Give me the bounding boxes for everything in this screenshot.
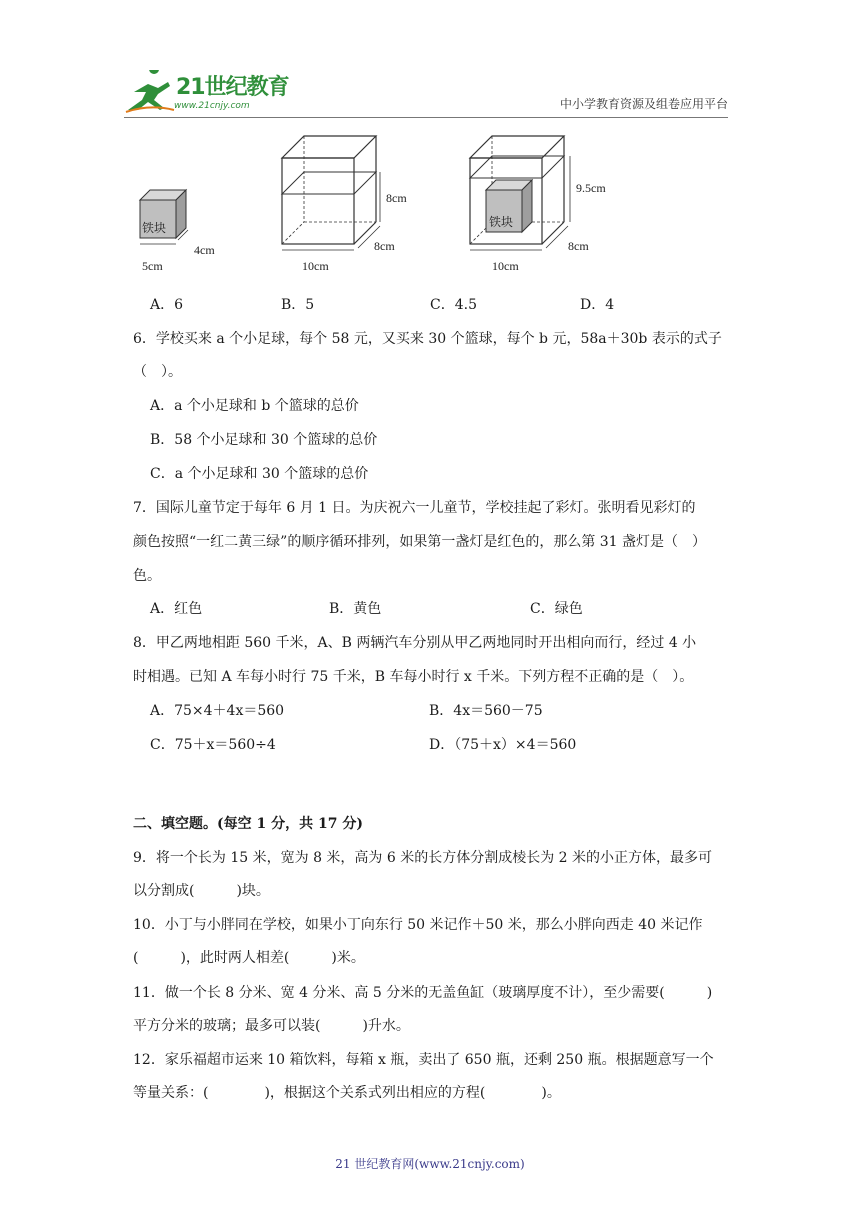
q6-option-a: A．a 个小足球和 b 个篮球的总价	[150, 398, 359, 414]
label-5cm: 5cm	[142, 259, 163, 273]
q8-line-2: 时相遇。已知 A 车每小时行 75 千米，B 车每小时行 x 千米。下列方程不正确的是（ ）。	[133, 669, 694, 685]
runner-logo-icon	[124, 70, 176, 114]
q7-line-3: 色。	[133, 568, 161, 584]
q8-option-c: C．75＋x＝560÷4	[150, 737, 276, 753]
q5-option-c: C．4.5	[430, 297, 477, 313]
q6-line-2: （ ）。	[133, 364, 182, 380]
label-8cm-h: 8cm	[386, 191, 407, 205]
q6-option-b: B．58 个小足球和 30 个篮球的总价	[150, 432, 378, 448]
logo	[124, 70, 294, 114]
section-2-title: 二、填空题。(每空 1 分，共 17 分)	[133, 816, 363, 832]
q7-option-b: B．黄色	[329, 601, 382, 617]
logo-url: www.21cnjy.com	[174, 101, 250, 111]
q8-option-a: A．75×4＋4x＝560	[150, 703, 285, 719]
label-10cm-b: 10cm	[492, 259, 519, 273]
header-divider	[124, 117, 728, 118]
label-10cm-a: 10cm	[302, 259, 329, 273]
q11-line-1: 11．做一个长 8 分米、宽 4 分米、高 5 分米的无盖鱼缸（玻璃厚度不计），至少需要( )	[133, 985, 713, 1001]
q6-line-1: 6．学校买来 a 个小足球，每个 58 元，又买来 30 个篮球，每个 b 元，58a＋30b 表示的式子	[133, 331, 722, 347]
q7-line-2: 颜色按照“一红二黄三绿”的顺序循环排列，如果第一盏灯是红色的，那么第 31 盏灯是（ ）	[133, 534, 707, 550]
label-4cm: 4cm	[194, 243, 215, 257]
logo-text: 21世纪教育	[176, 75, 289, 100]
q5-option-a: A．6	[150, 297, 184, 313]
block-label-b: 铁块	[489, 215, 514, 229]
q8-option-d: D．（75＋x）×4＝560	[429, 737, 577, 753]
block-label: 铁块	[142, 221, 167, 235]
q10-line-2: ( )，此时两人相差( )米。	[133, 950, 365, 966]
label-8cm-d-b: 8cm	[568, 239, 589, 253]
q10-line-1: 10．小丁与小胖同在学校，如果小丁向东行 50 米记作＋50 米，那么小胖向西走 40 米记作	[133, 917, 703, 933]
q12-line-2: 等量关系：( )，根据这个关系式列出相应的方程( )。	[133, 1085, 561, 1101]
q7-option-c: C．绿色	[530, 601, 583, 617]
q9-line-1: 9．将一个长为 15 米，宽为 8 米，高为 6 米的长方体分割成棱长为 2 米的小正方体，最多可	[133, 850, 713, 866]
q7-option-a: A．红色	[150, 601, 203, 617]
label-8cm-d-a: 8cm	[374, 239, 395, 253]
q8-line-1: 8．甲乙两地相距 560 千米，A、B 两辆汽车分别从甲乙两地同时开出相向而行，经过 4 小	[133, 635, 697, 651]
header-platform-text: 中小学教育资源及组卷应用平台	[559, 97, 728, 111]
q5-figure	[130, 128, 630, 278]
label-9-5cm: 9.5cm	[576, 181, 606, 195]
q7-line-1: 7．国际儿童节定于每年 6 月 1 日。为庆祝六一儿童节，学校挂起了彩灯。张明看见彩灯的	[133, 500, 696, 516]
q9-line-2: 以分割成( )块。	[133, 883, 270, 899]
q8-option-b: B．4x＝560－75	[429, 703, 543, 719]
water-tank-with-block	[470, 136, 606, 273]
water-tank-empty	[282, 136, 407, 273]
iron-block-cube	[140, 190, 215, 273]
q11-line-2: 平方分米的玻璃；最多可以装( )升水。	[133, 1018, 410, 1034]
q5-option-b: B．5	[281, 297, 315, 313]
q12-line-1: 12．家乐福超市运来 10 箱饮料，每箱 x 瓶，卖出了 650 瓶，还剩 250 瓶。根据题意写一个	[133, 1052, 714, 1068]
footer-link[interactable]: 21 世纪教育网(www.21cnjy.com)	[335, 1157, 525, 1171]
q5-option-d: D．4	[580, 297, 615, 313]
q6-option-c: C．a 个小足球和 30 个篮球的总价	[150, 466, 369, 482]
